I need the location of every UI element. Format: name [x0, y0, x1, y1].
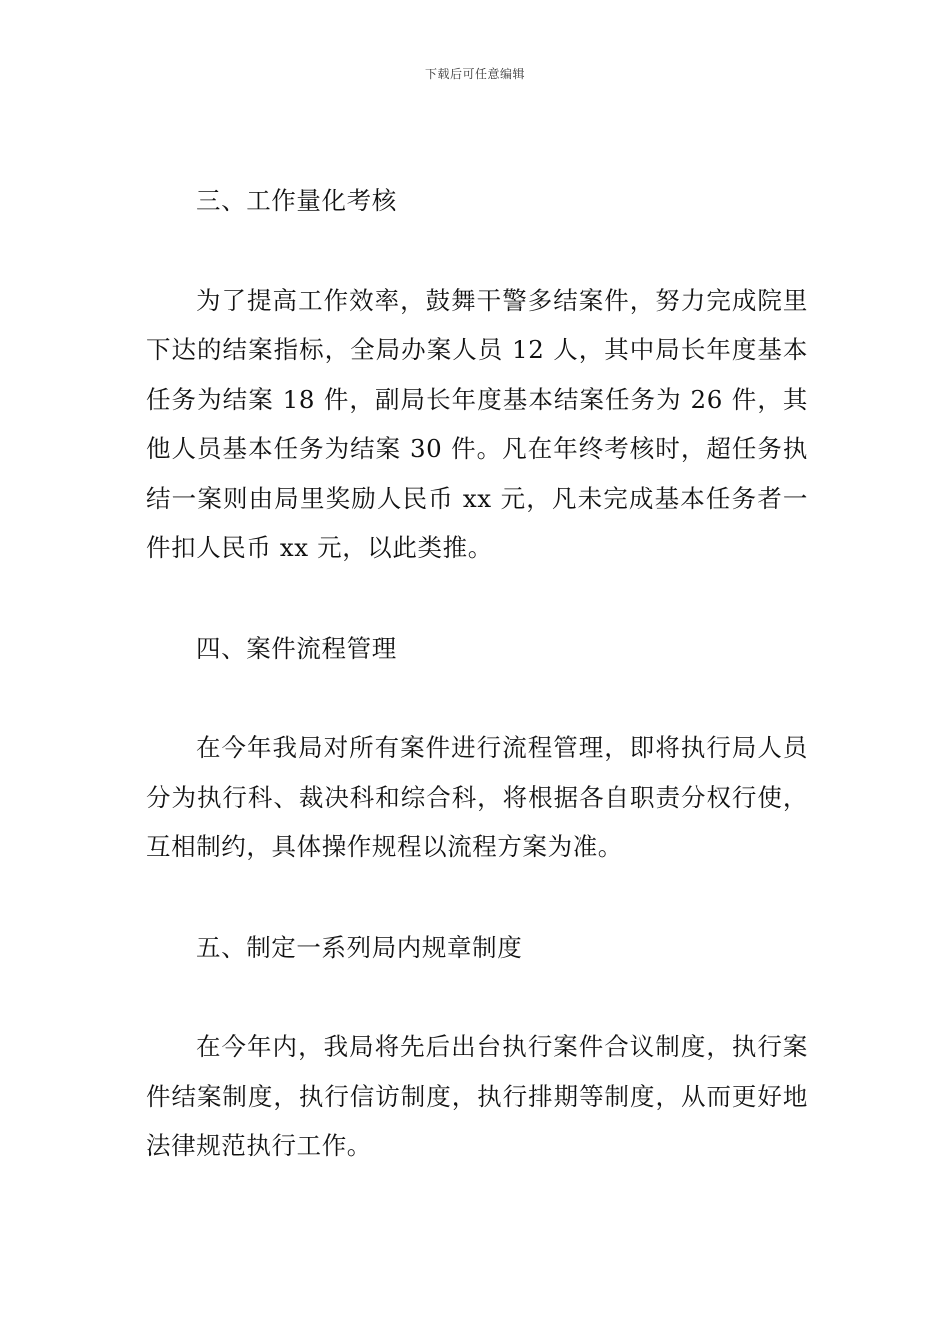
section-heading-3: 三、工作量化考核 — [196, 186, 397, 215]
document-body — [146, 176, 808, 1171]
spacer — [146, 673, 808, 723]
section-paragraph-4: 在今年我局对所有案件进行流程管理，即将执行局人员分为执行科、裁决科和综合科，将根据各自职责分权行使，互相制约，具体操作规程以流程方案为准。 — [146, 733, 808, 861]
section-heading-4: 四、案件流程管理 — [196, 633, 397, 663]
spacer — [146, 226, 808, 276]
spacer — [146, 573, 808, 624]
section-paragraph-5: 在今年内，我局将先后出台执行案件合议制度，执行案件结案制度，执行信访制度，执行排期等制度，从而更好地法律规范执行工作。 — [146, 1032, 808, 1160]
header-note: 下载后可任意编辑 — [424, 67, 525, 81]
spacer — [146, 872, 808, 923]
section-heading-5: 五、制定一系列局内规章制度 — [196, 932, 523, 962]
spacer — [146, 972, 808, 1022]
section-paragraph-3: 为了提高工作效率，鼓舞干警多结案件，努力完成院里下达的结案指标，全局办案人员 12 人，其中局长年度基本任务为结案 18 件，副局长年度基本结案任务为 26 件，其他人员基本任务为结案 30 件。凡在年终考核时，超任务执结一案则由局里奖励人民币 xx 元，凡未完成基本任务者一件扣人民币 xx 元，以此类推。 — [146, 285, 808, 562]
